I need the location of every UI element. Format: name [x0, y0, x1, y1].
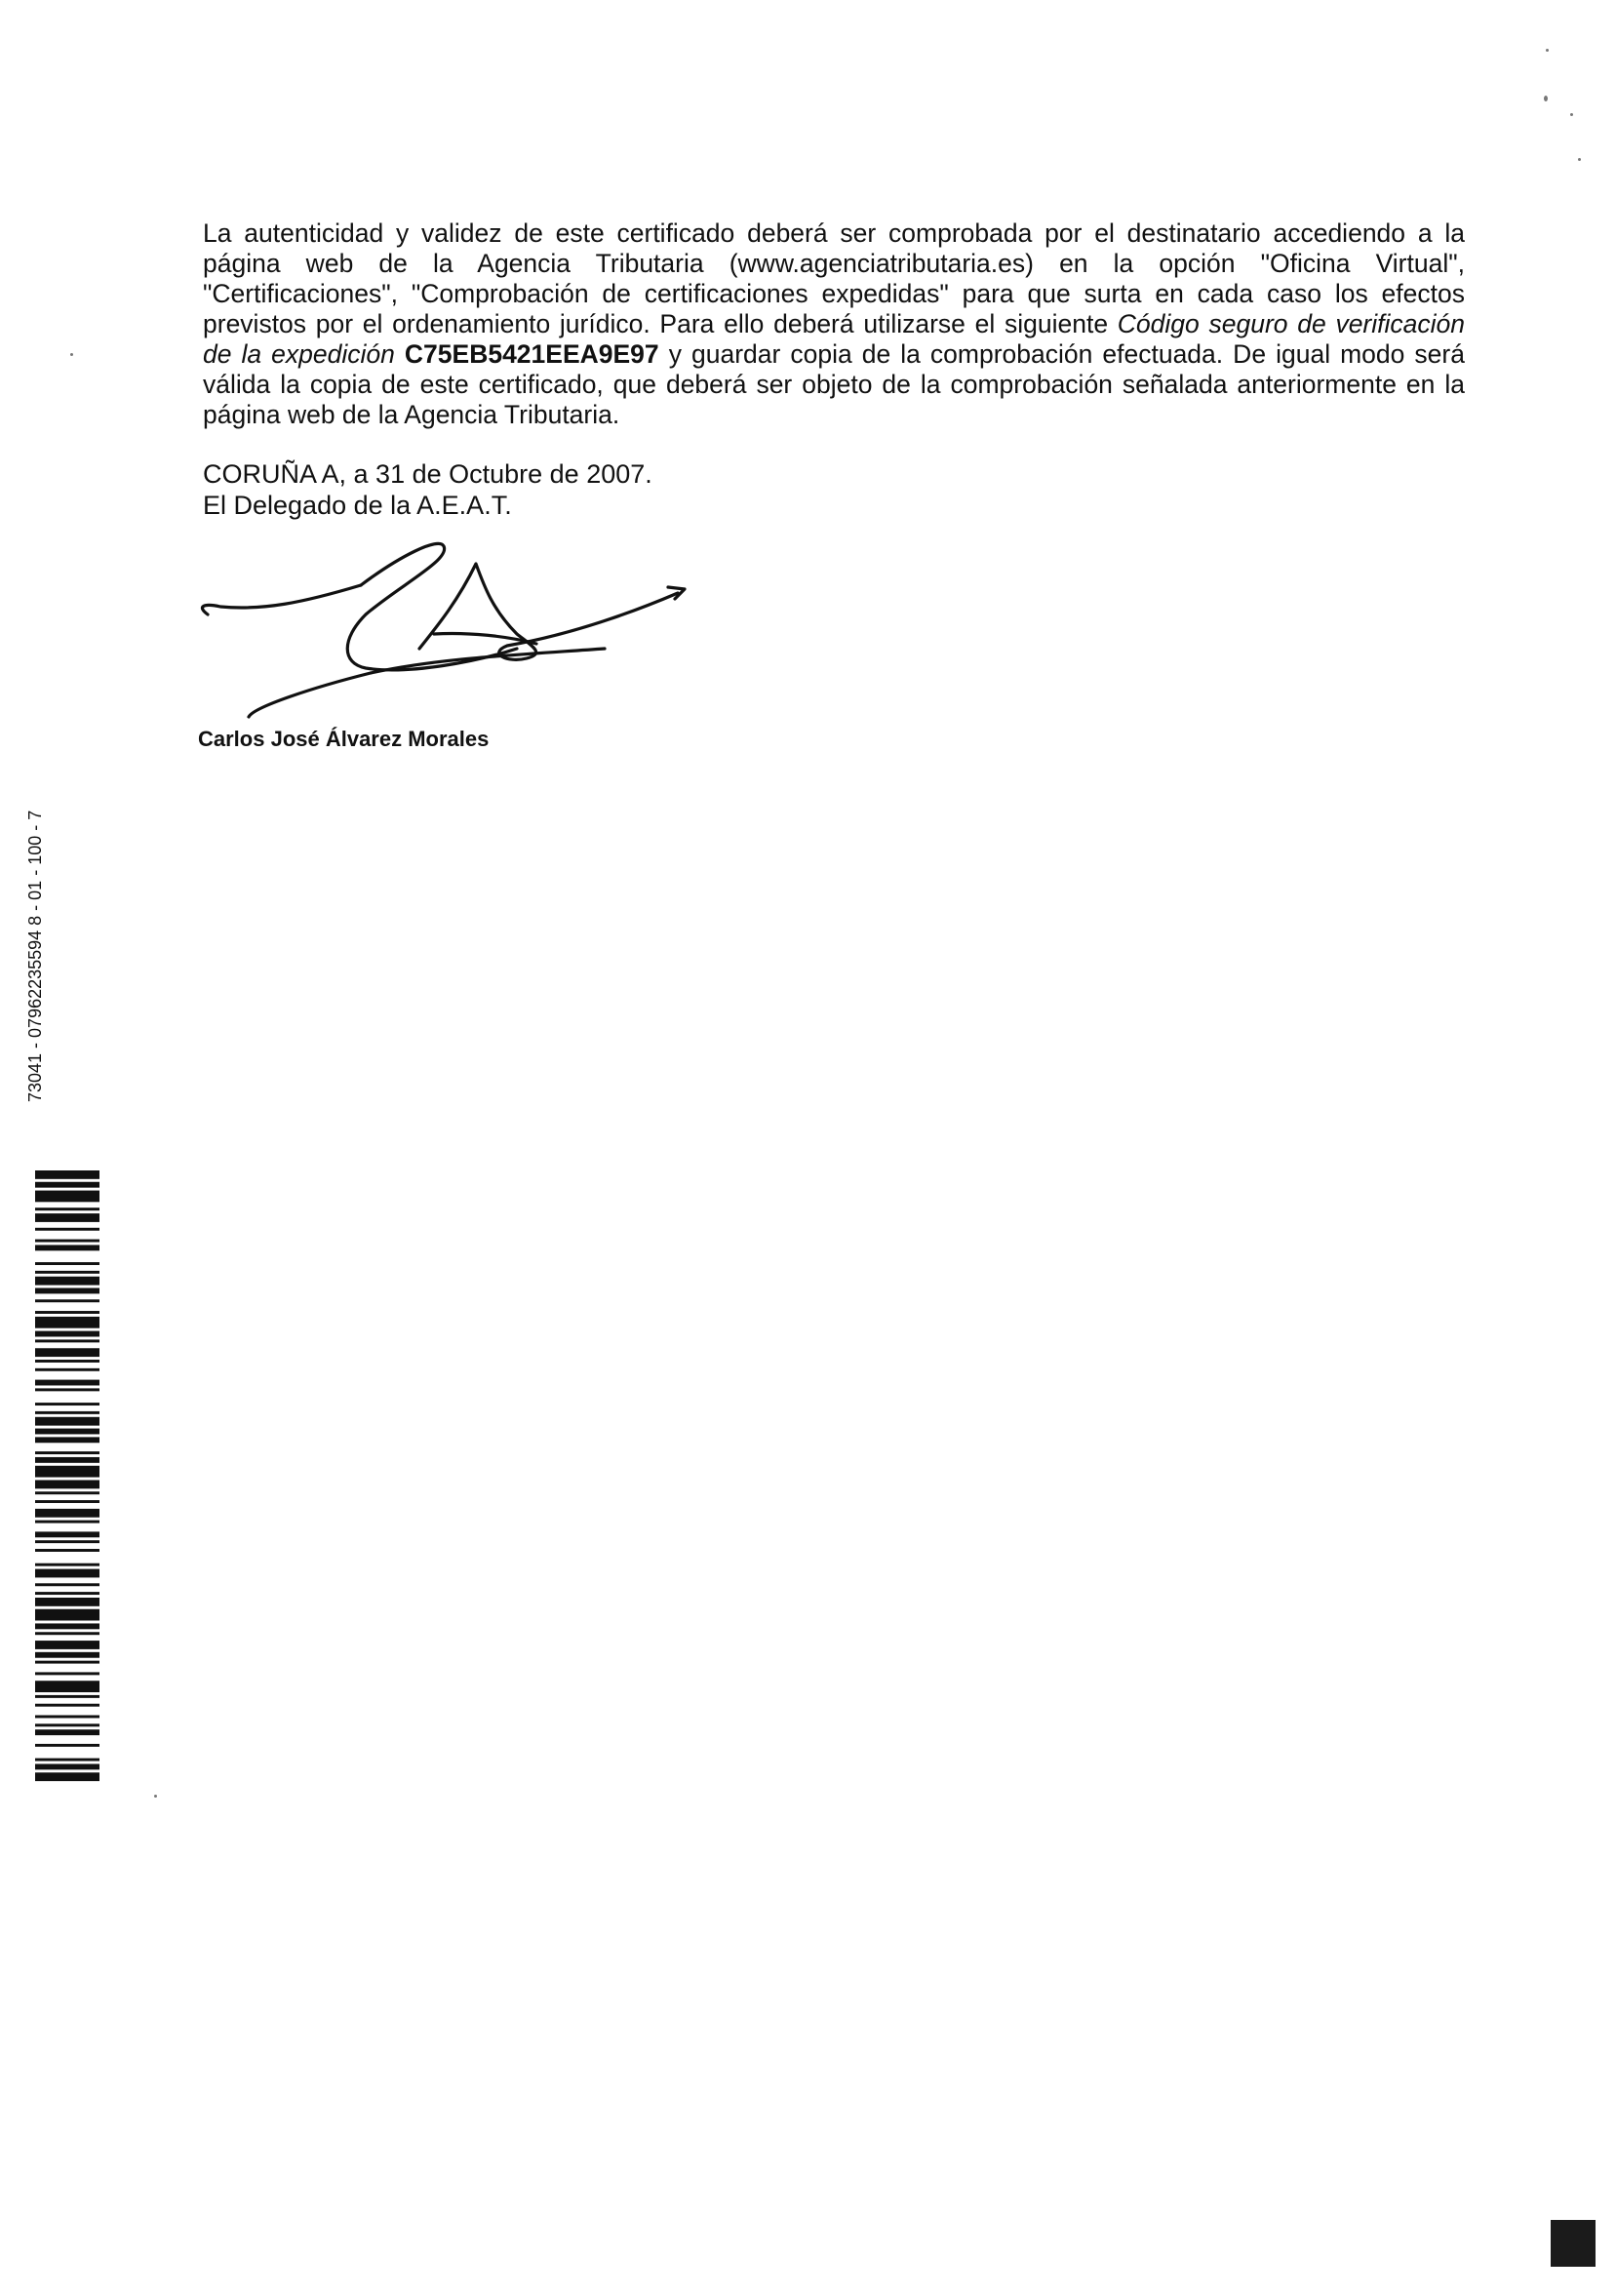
- barcode-bar: [35, 1388, 99, 1391]
- barcode-bar: [35, 1661, 99, 1664]
- scan-speck: [1546, 49, 1549, 52]
- document-reference-code: 73041 - 07962235594 8 - 01 - 100 - 7: [25, 810, 45, 1102]
- barcode-bar: [35, 1271, 99, 1274]
- barcode-bar: [35, 1623, 99, 1629]
- barcode-bar: [35, 1509, 99, 1518]
- barcode-bar: [35, 1228, 99, 1231]
- scan-speck: [70, 353, 73, 356]
- barcode-bar: [35, 1360, 99, 1363]
- barcode-bar: [35, 1311, 99, 1314]
- certificate-verification-paragraph: [203, 218, 1465, 430]
- barcode-bar: [35, 1213, 99, 1222]
- barcode-bar: [35, 1429, 99, 1435]
- barcode-bar: [35, 1339, 99, 1342]
- scan-speck: [1570, 113, 1573, 116]
- corner-registration-mark: [1551, 2220, 1596, 2267]
- delegate-title: El Delegado de la A.E.A.T.: [203, 491, 512, 520]
- barcode-bar: [35, 1549, 99, 1552]
- barcode-bar: [35, 1491, 99, 1494]
- csv-code: C75EB5421EEA9E97: [404, 339, 659, 369]
- paragraph-text-part2: y guardar copia de la comprobación efectuada. De igual modo será válida la copia de este certificado, que deberá ser objeto de la comprobación señalada anteriormente en la página web de la Agencia Tributaria.: [203, 339, 1465, 429]
- barcode-bar: [35, 1288, 99, 1294]
- barcode-bar: [35, 1451, 99, 1454]
- scan-speck: [1544, 96, 1548, 101]
- barcode-bar: [35, 1411, 99, 1414]
- barcode-bar: [35, 1609, 99, 1621]
- barcode-bar: [35, 1521, 99, 1524]
- barcode-bar: [35, 1299, 99, 1302]
- barcode-bar: [35, 1182, 99, 1188]
- barcode-bar: [35, 1569, 99, 1578]
- barcode-bar: [35, 1672, 99, 1675]
- barcode-bar: [35, 1652, 99, 1658]
- barcode-bar: [35, 1592, 99, 1595]
- barcode-bar: [35, 1772, 99, 1781]
- handwritten-signature: [195, 517, 702, 732]
- barcode-bar: [35, 1262, 99, 1265]
- barcode-bar: [35, 1641, 99, 1649]
- csv-label: Código seguro de verificación de la expedición: [203, 309, 1466, 369]
- barcode-bar: [35, 1564, 99, 1566]
- paragraph-text-part1: La autenticidad y validez de este certificado deberá ser comprobada por el destinatario accediendo a la página web de la Agencia Tributaria (www.agenciatributaria.es) en la opción "Oficina Virtual", "Certificaciones", "Comprobación de certificaciones expedidas" para que surta en cada caso los efectos previstos por el ordenamiento jurídico. Para ello deberá utilizarse el siguiente: [203, 218, 1465, 338]
- barcode-bar: [35, 1681, 99, 1692]
- scan-speck: [1578, 158, 1581, 161]
- barcode-bar: [35, 1704, 99, 1707]
- barcode-bar: [35, 1531, 99, 1537]
- barcode-bar: [35, 1744, 99, 1747]
- barcode-bar: [35, 1240, 99, 1243]
- signer-name: Carlos José Álvarez Morales: [198, 727, 490, 751]
- barcode-bar: [35, 1317, 99, 1328]
- barcode-bar: [35, 1763, 99, 1769]
- barcode-bar: [35, 1598, 99, 1606]
- place-and-date: CORUÑA A, a 31 de Octubre de 2007.: [203, 459, 652, 489]
- barcode-bar: [35, 1759, 99, 1762]
- barcode-bar: [35, 1380, 99, 1386]
- barcode-bar: [35, 1632, 99, 1635]
- barcode-bar: [35, 1480, 99, 1488]
- barcode-bar: [35, 1583, 99, 1586]
- barcode-bar: [35, 1457, 99, 1463]
- barcode-bar: [35, 1403, 99, 1405]
- barcode: [35, 1170, 99, 1787]
- barcode-bar: [35, 1331, 99, 1337]
- barcode-bar: [35, 1170, 99, 1179]
- barcode-bar: [35, 1245, 99, 1250]
- barcode-bar: [35, 1729, 99, 1735]
- barcode-bar: [35, 1348, 99, 1357]
- barcode-bar: [35, 1437, 99, 1443]
- barcode-bar: [35, 1716, 99, 1719]
- barcode-bar: [35, 1500, 99, 1503]
- barcode-bar: [35, 1368, 99, 1371]
- barcode-bar: [35, 1695, 99, 1698]
- barcode-bar: [35, 1723, 99, 1726]
- barcode-bar: [35, 1207, 99, 1210]
- barcode-bar: [35, 1466, 99, 1478]
- scan-speck: [154, 1795, 157, 1798]
- barcode-bar: [35, 1417, 99, 1426]
- barcode-bar: [35, 1277, 99, 1286]
- barcode-bar: [35, 1540, 99, 1543]
- barcode-bar: [35, 1191, 99, 1203]
